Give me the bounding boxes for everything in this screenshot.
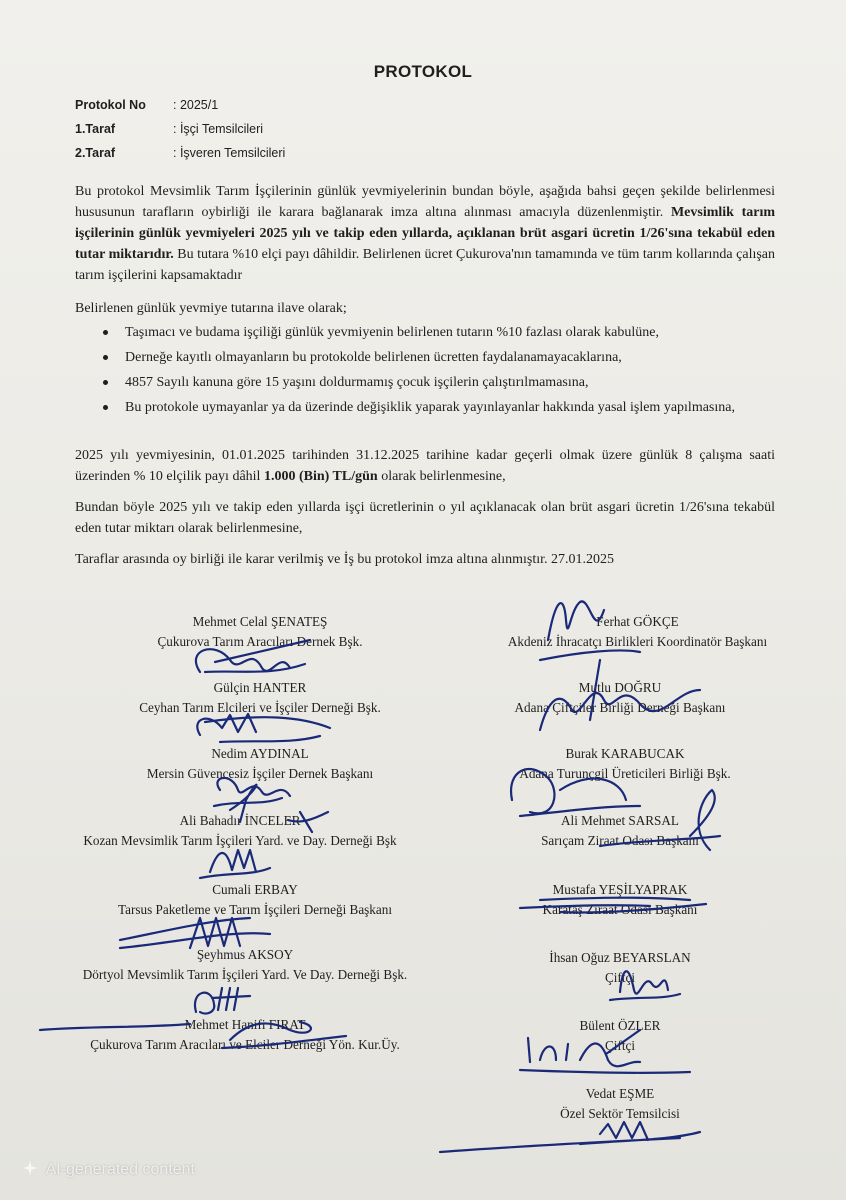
signature-mark (120, 918, 270, 948)
signatory-role: Ceyhan Tarım Elcileri ve İşçiler Derneği Bşk. (139, 700, 381, 715)
bullet-list (75, 322, 775, 422)
signatory-role: Akdeniz İhracatçı Birlikleri Koordinatör Başkanı (507, 634, 768, 649)
signatory-role: Adana Çiftçiler Birliği Derneği Başkanı (514, 700, 726, 715)
watermark-text: AI-generated content (45, 1161, 195, 1178)
signatory-name: Nedim AYDINAL (211, 746, 309, 761)
signatory-name: Bülent ÖZLER (579, 1018, 661, 1033)
signatory-role: Karataş Ziraat Odası Başkanı (542, 902, 698, 917)
signature-mark (195, 988, 250, 1014)
signatory-name: Mustafa YEŞİLYAPRAK (552, 882, 688, 897)
signatory-name: Cumali ERBAY (212, 882, 298, 897)
document-title: PROTOKOL (373, 62, 473, 81)
signatory-right-4 (470, 811, 770, 851)
intro-normal: Bu protokol Mevsimlik Tarım İşçilerinin günlük yevmiyelerinin bundan böyle, aşağıda bahsi geçen şekilde belirlenmesi hususunun tarafların oybirliği ile karara bağlanarak imza altına alınması amacıyla düzenlenmiştir. (75, 184, 775, 220)
intro-bold: Mevsimlik tarım işçilerinin günlük yevmiyeleri 2025 yılı ve takip eden yıllarda, açıklanan brüt asgari ücretin 1/26'sına tekabül eden tutar miktarıdır. (75, 205, 776, 262)
signatory-role: Mersin Güvencesiz İşçiler Dernek Başkanı (146, 766, 374, 781)
meta-key: Protokol No (75, 98, 146, 112)
list-item: Derneğe kayıtlı olmayanların bu protokolde belirlenen ücretten faydalanamayacaklarına, (75, 347, 775, 368)
lead-in: Belirlenen günlük yevmiye tutarına ilave olarak; (75, 301, 347, 316)
signatory-role: Dörtyol Mevsimlik Tarım İşçileri Yard. Ve Day. Derneği Bşk. (82, 967, 408, 982)
intro-paragraph (75, 181, 775, 286)
wage-post: olarak belirlenmesine, (381, 469, 506, 484)
signatory-role: Çukurova Tarım Aracıları ve Elciler Derneği Yön. Kur.Üy. (90, 1037, 400, 1052)
wage-paragraph (75, 445, 775, 487)
signatory-role: Çiftçi (604, 970, 636, 985)
signatory-name: Mehmet Celal ŞENATEŞ (192, 614, 328, 629)
list-item: Taşımacı ve budama işçiliği günlük yevmiyenin belirlenen tutarın %10 fazlası olarak kabulüne, (75, 322, 775, 343)
list-item: 4857 Sayılı kanuna göre 15 yaşını doldurmamış çocuk işçilerin çalıştırılmamasına, (75, 372, 775, 393)
signatory-role: Özel Sektör Temsilcisi (560, 1106, 680, 1121)
meta-value: : 2025/1 (173, 98, 219, 112)
signatory-right-5 (470, 880, 770, 920)
signatory-name: Vedat EŞME (585, 1086, 655, 1101)
ai-watermark (22, 1160, 195, 1179)
signatory-name: Mutlu DOĞRU (578, 680, 662, 695)
signatory-left-5 (60, 880, 450, 920)
signatory-right-2 (470, 678, 770, 718)
signatory-role: Adana Turunçgil Üreticileri Birliği Bşk. (519, 766, 731, 781)
sparkle-icon (22, 1160, 38, 1176)
future-paragraph: Bundan böyle 2025 yılı ve takip eden yıllarda işçi ücretlerinin o yıl açıklanacak olan brüt asgari ücretin 1/26'sına tekabül eden tutar miktarı olarak belirlenmesine, (75, 500, 775, 536)
signatory-name: Mehmet Hanifi FIRAT (184, 1017, 306, 1032)
signatory-right-6 (470, 948, 770, 988)
meta-value: : İşçi Temsilcileri (173, 122, 264, 136)
meta-value: : İşveren Temsilcileri (173, 146, 286, 160)
signatory-role: Sarıçam Ziraat Odası Başkanı (541, 833, 699, 848)
signatory-role: Kozan Mevsimlik Tarım İşçileri Yard. ve Day. Derneği Bşk (83, 833, 397, 848)
signatory-left-7 (30, 1015, 460, 1055)
intro-tail: Bu tutara %10 elçi payı dâhildir. Belirlenen ücret Çukurova'nın tamamında ve tüm tarım kollarında çalışan tarım işçilerini kapsamaktadır (75, 247, 776, 283)
signatory-right-7 (470, 1016, 770, 1056)
signature-mark (200, 850, 270, 878)
signatory-name: Ali Mehmet SARSAL (561, 813, 679, 828)
signatory-role: Tarsus Paketleme ve Tarım İşçileri Derneği Başkanı (117, 902, 393, 917)
signatory-left-4 (40, 811, 440, 851)
signatory-right-8 (470, 1084, 770, 1124)
signature-mark (440, 1122, 700, 1152)
closing-paragraph: Taraflar arasında oy birliği ile karar verilmiş ve İş bu protokol imza altına alınmıştır. 27.01.2025 (75, 552, 615, 567)
signatory-name: İhsan Oğuz BEYARSLAN (549, 950, 691, 965)
meta-key: 1.Taraf (75, 122, 116, 136)
signatory-name: Burak KARABUCAK (565, 746, 685, 761)
signatory-name: Gülçin HANTER (213, 680, 307, 695)
signatory-role: Çukurova Tarım Aracıları Dernek Bşk. (157, 634, 363, 649)
signatory-name: Ferhat GÖKÇE (596, 614, 679, 629)
wage-amount: 1.000 (Bin) TL/gün (263, 469, 378, 484)
signatory-left-1 (95, 612, 425, 652)
signatory-name: Şeyhmus AKSOY (196, 947, 294, 962)
signatory-right-3 (460, 744, 790, 784)
list-item: Bu protokole uymayanlar ya da üzerinde değişiklik yaparak yayınlayanlar hakkında yasal işlem yapılmasına, (75, 397, 775, 418)
meta-key: 2.Taraf (75, 146, 116, 160)
signatory-role: Çiftçi (604, 1038, 636, 1053)
signatory-name: Ali Bahadır İNCELER (179, 813, 301, 828)
signature-mark (197, 714, 330, 742)
signatory-right-1 (455, 612, 820, 652)
signatory-left-6 (30, 945, 460, 985)
signatory-left-3 (95, 744, 425, 784)
signatory-left-2 (95, 678, 425, 718)
wage-pre: 2025 yılı yevmiyesinin, 01.01.2025 tarihinden 31.12.2025 tarihine kadar geçerli olmak üzere günlük 8 çalışma saati üzerinden % 10 elçilik payı dâhil (75, 448, 775, 484)
